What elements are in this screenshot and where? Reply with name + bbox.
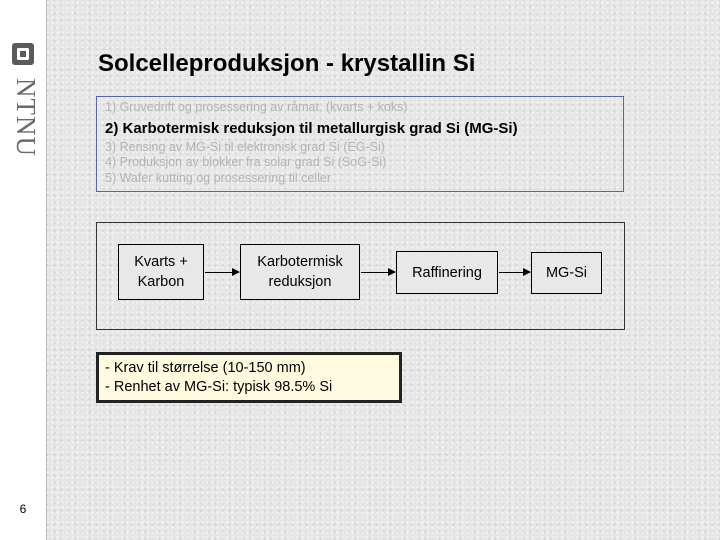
flow-arrow-2 [361,272,395,273]
process-node-label: Kvarts + Karbon [134,254,188,290]
process-node-raw-material [118,244,204,300]
step-4: 4) Produksjon av blokker fra solar grad Si (SoG-Si) [105,155,387,169]
flow-arrow-3 [499,272,530,273]
step-2-active: 2) Karbotermisk reduksjon til metallurgisk grad Si (MG-Si) [105,120,518,137]
slide-number: 6 [19,502,27,516]
ntnu-logo-text [9,74,41,170]
sidebar [0,0,47,540]
process-node-label: MG-Si [545,265,588,281]
flow-arrow-1 [205,272,239,273]
process-node-refining [396,251,498,294]
process-node-label: Karbotermisk reduksjon [257,254,343,290]
process-node-carbothermic-reduction [240,244,360,300]
note-line-size: - Krav til størrelse (10-150 mm) [105,360,306,376]
slide-title: Solcelleproduksjon - krystallin Si [98,50,476,77]
process-node-label: Raffinering [412,264,482,281]
requirements-note [96,352,402,403]
svg-text:NTNU: NTNU [11,78,41,157]
process-steps-box [96,96,624,192]
step-3: 3) Rensing av MG-Si til elektronisk grad Si (EG-Si) [105,140,385,154]
process-node-mg-si [531,252,602,294]
note-line-purity: - Renhet av MG-Si: typisk 98.5% Si [105,379,333,395]
ntnu-logo-icon [11,42,35,66]
step-5: 5) Wafer kutting og prosessering til celler [105,171,332,185]
step-1: 1) Gruvedrift og prosessering av råmat. (kvarts + koks) [105,100,408,114]
